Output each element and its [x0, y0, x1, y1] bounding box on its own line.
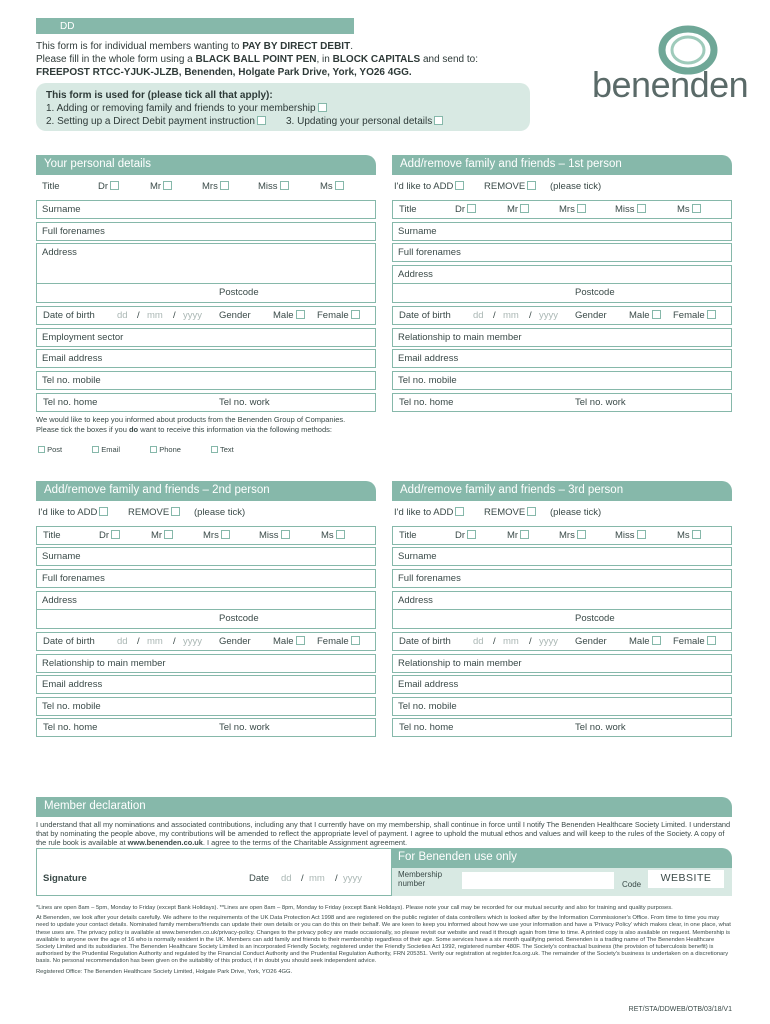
title-mr-checkbox[interactable] — [163, 181, 172, 190]
p2-title-dr-checkbox[interactable] — [111, 530, 120, 539]
tel-mobile-field[interactable]: Tel no. mobile — [36, 371, 376, 390]
p3-address-field[interactable]: Address — [392, 591, 732, 610]
title-ms-checkbox[interactable] — [335, 181, 344, 190]
membership-number-label: Membership number — [398, 870, 443, 888]
p2-relationship-field[interactable]: Relationship to main member — [36, 654, 376, 673]
p2-title-ms-checkbox[interactable] — [336, 530, 345, 539]
p2-title-row: Title Dr Mr Mrs Miss Ms — [36, 526, 376, 545]
dob-gender-row: Date of birth dd / mm / yyyy Gender Male Female — [36, 306, 376, 325]
marketing-email-checkbox[interactable] — [92, 446, 99, 453]
p3-title-mrs-checkbox[interactable] — [577, 530, 586, 539]
person1-header: Add/remove family and friends – 1st person — [392, 155, 732, 175]
intro-text: This form is for individual members wanting to PAY BY DIRECT DEBIT. Please fill in the whole form using a BLACK BALL POINT PEN, in BLOCK CAPITALS and send to: FREEPOST RTCC-YJUK-JLZB, Benenden, Holgate Park Drive, York, YO26 4GG. — [36, 41, 479, 78]
surname-field[interactable]: Surname — [36, 200, 376, 219]
address-field[interactable]: Address — [36, 243, 376, 284]
office-use-header: For Benenden use only — [398, 851, 517, 863]
p3-remove-checkbox[interactable] — [527, 507, 536, 516]
p1-remove-checkbox[interactable] — [527, 181, 536, 190]
p3-dob-gender-row: Date of birth dd / mm / yyyy Gender Male Female — [392, 632, 732, 651]
purpose-option-3-checkbox[interactable] — [434, 116, 443, 125]
p3-forenames-field[interactable]: Full forenames — [392, 569, 732, 588]
p2-title-mrs-checkbox[interactable] — [221, 530, 230, 539]
code-label: Code — [622, 880, 642, 889]
form-reference: RET/STA/DDWEB/OTB/03/18/V1 — [628, 1006, 732, 1013]
postcode-field[interactable]: Postcode — [36, 284, 376, 303]
marketing-consent-text: We would like to keep you informed about products from the Benenden Group of Companies. Please tick the boxes if you do want to receive this information via the following methods: — [36, 415, 346, 434]
p3-title-miss-checkbox[interactable] — [637, 530, 646, 539]
p2-email-field[interactable]: Email address — [36, 675, 376, 694]
p2-gender-male-checkbox[interactable] — [296, 636, 305, 645]
p2-title-mr-checkbox[interactable] — [164, 530, 173, 539]
p3-gender-male-checkbox[interactable] — [652, 636, 661, 645]
marketing-text-checkbox[interactable] — [211, 446, 218, 453]
p1-add-checkbox[interactable] — [455, 181, 464, 190]
p1-postcode-field[interactable]: Postcode — [392, 284, 732, 303]
p2-surname-field[interactable]: Surname — [36, 547, 376, 566]
title-dr-checkbox[interactable] — [110, 181, 119, 190]
p1-tel-home-work-row[interactable]: Tel no. home Tel no. work — [392, 393, 732, 412]
p3-add-remove-row: I'd like to ADD REMOVE (please tick) — [394, 507, 602, 518]
p3-gender-female-checkbox[interactable] — [707, 636, 716, 645]
p1-title-mrs-checkbox[interactable] — [577, 204, 586, 213]
p2-add-checkbox[interactable] — [99, 507, 108, 516]
p2-gender-female-checkbox[interactable] — [351, 636, 360, 645]
p1-title-dr-checkbox[interactable] — [467, 204, 476, 213]
marketing-options: Post Email Phone Text — [36, 445, 356, 455]
forenames-field[interactable]: Full forenames — [36, 222, 376, 241]
title-mrs-checkbox[interactable] — [220, 181, 229, 190]
marketing-post-checkbox[interactable] — [38, 446, 45, 453]
p1-title-row: Title Dr Mr Mrs Miss Ms — [392, 200, 732, 219]
office-use-box — [392, 848, 732, 896]
gender-male-checkbox[interactable] — [296, 310, 305, 319]
form-purpose-box: This form is used for (please tick all that apply): 1. Adding or removing family and friends to your membership 2. Setting up a Direct Debit payment instruction 3. Updating your personal details — [36, 83, 530, 131]
p1-surname-field[interactable]: Surname — [392, 222, 732, 241]
p3-title-row: Title Dr Mr Mrs Miss Ms — [392, 526, 732, 545]
employment-field[interactable]: Employment sector — [36, 328, 376, 347]
declaration-header: Member declaration — [36, 797, 732, 817]
benenden-logo — [590, 18, 750, 108]
p1-forenames-field[interactable]: Full forenames — [392, 243, 732, 262]
p1-address-field[interactable]: Address — [392, 265, 732, 284]
office-use-inner — [392, 868, 732, 896]
code-value-box: WEBSITE — [648, 870, 724, 888]
p1-tel-mobile-field[interactable]: Tel no. mobile — [392, 371, 732, 390]
p3-tel-mobile-field[interactable]: Tel no. mobile — [392, 697, 732, 716]
p1-title-ms-checkbox[interactable] — [692, 204, 701, 213]
person2-header: Add/remove family and friends – 2nd person — [36, 481, 376, 501]
tel-home-work-row[interactable]: Tel no. home Tel no. work — [36, 393, 376, 412]
title-miss-checkbox[interactable] — [280, 181, 289, 190]
p2-tel-home-work-row[interactable]: Tel no. home Tel no. work — [36, 718, 376, 737]
p1-gender-female-checkbox[interactable] — [707, 310, 716, 319]
p1-dob-gender-row: Date of birth dd / mm / yyyy Gender Male Female — [392, 306, 732, 325]
p1-email-field[interactable]: Email address — [392, 349, 732, 368]
p3-add-checkbox[interactable] — [455, 507, 464, 516]
p3-postcode-field[interactable]: Postcode — [392, 610, 732, 629]
p1-relationship-field[interactable]: Relationship to main member — [392, 328, 732, 347]
signature-box[interactable]: Signature Date dd / mm / yyyy — [36, 848, 392, 896]
p3-title-dr-checkbox[interactable] — [467, 530, 476, 539]
p1-title-miss-checkbox[interactable] — [637, 204, 646, 213]
p3-email-field[interactable]: Email address — [392, 675, 732, 694]
logo-wordmark: benenden — [592, 64, 749, 105]
person3-header: Add/remove family and friends – 3rd person — [392, 481, 732, 501]
personal-details-header: Your personal details — [36, 155, 376, 175]
purpose-option-2-checkbox[interactable] — [257, 116, 266, 125]
p2-postcode-field[interactable]: Postcode — [36, 610, 376, 629]
title-row: Title Dr Mr Mrs Miss Ms — [36, 178, 376, 197]
p2-remove-checkbox[interactable] — [171, 507, 180, 516]
p2-address-field[interactable]: Address — [36, 591, 376, 610]
p3-tel-home-work-row[interactable]: Tel no. home Tel no. work — [392, 718, 732, 737]
declaration-text: I understand that all my nominations and associated contributions, including any that I currently have on my membership, shall continue in force until I notify The Benenden Healthcare Society Limited. I understand that by nominating the people above, my contributions will be amended to reflect the appropriate level of payment. I agree to uphold the mutual ethos and values and will keep to the rules of the Society. A copy of the rule book is available at www.benenden.co.uk. I agree to the terms of the Charitable Assignment agreement. — [36, 820, 731, 847]
form-type-tab: DD — [36, 18, 354, 34]
p3-title-mr-checkbox[interactable] — [520, 530, 529, 539]
membership-number-input[interactable] — [462, 872, 614, 889]
p2-title-miss-checkbox[interactable] — [281, 530, 290, 539]
email-field[interactable]: Email address — [36, 349, 376, 368]
p1-title-mr-checkbox[interactable] — [520, 204, 529, 213]
p3-surname-field[interactable]: Surname — [392, 547, 732, 566]
footer-notes: *Lines are open 8am – 5pm, Monday to Friday (except Bank Holidays). **Lines are open 8am – 8pm, Monday to Friday (except Bank Holidays). Please note your call may be recorded for our mutual security and also for training and quality purposes. At Benenden, we look after your details carefully. We adhere to the requirements of the UK Data Protection Act 1998 and are registered on the public register of data controllers which is looked after by the Information Commissioner's Office. From time to time you may need to update your contact details. Nominated family members/friends can update their own details or you can do this on their behalf. We are keen to keep you informed about how we use your information and have a 'Privacy Policy' which makes clear, in one place, what these uses are. The privacy policy is available at www.benenden.co.uk/privacy-policy. Changes to the privacy policy are made occasionally, so please revisit our website and read it through again from time to time. A printed copy is also available on request. Membership is available to anyone over the age of 16 who is normally resident in the UK. Members can add family and friends to their membership regardless of their age. Some services have a six month qualifying period. Benenden is a trading name of The Benenden Healthcare Society Limited and its subsidiaries. The Benenden Healthcare Society Limited is an incorporated Friendly Society, registered under the Friendly Societies Act 1992, registered number 480F. The Society's contractual business (the provision of tuberculosis benefit) is authorised by the Prudential Regulation Authority and regulated by the Financial Conduct Authority and the Prudential Regulation Authority, FRN 205351. Verify our registration at register.fca.org.uk. The remainder of the Society's business is undertaken on a discretionary basis. No personal recommendation has been given on the suitability of this product, if in doubt you should seek independent advice. Registered Office: The Benenden Healthcare Society Limited, Holgate Park Drive, York, YO26 4GG. — [36, 905, 731, 975]
p2-tel-mobile-field[interactable]: Tel no. mobile — [36, 697, 376, 716]
add-remove-row: I'd like to ADD REMOVE (please tick) — [394, 181, 602, 192]
p2-add-remove-row: I'd like to ADD REMOVE (please tick) — [38, 507, 246, 518]
p3-title-ms-checkbox[interactable] — [692, 530, 701, 539]
gender-female-checkbox[interactable] — [351, 310, 360, 319]
p3-relationship-field[interactable]: Relationship to main member — [392, 654, 732, 673]
marketing-phone-checkbox[interactable] — [150, 446, 157, 453]
p1-gender-male-checkbox[interactable] — [652, 310, 661, 319]
purpose-option-1-checkbox[interactable] — [318, 103, 327, 112]
p2-forenames-field[interactable]: Full forenames — [36, 569, 376, 588]
p2-dob-gender-row: Date of birth dd / mm / yyyy Gender Male Female — [36, 632, 376, 651]
